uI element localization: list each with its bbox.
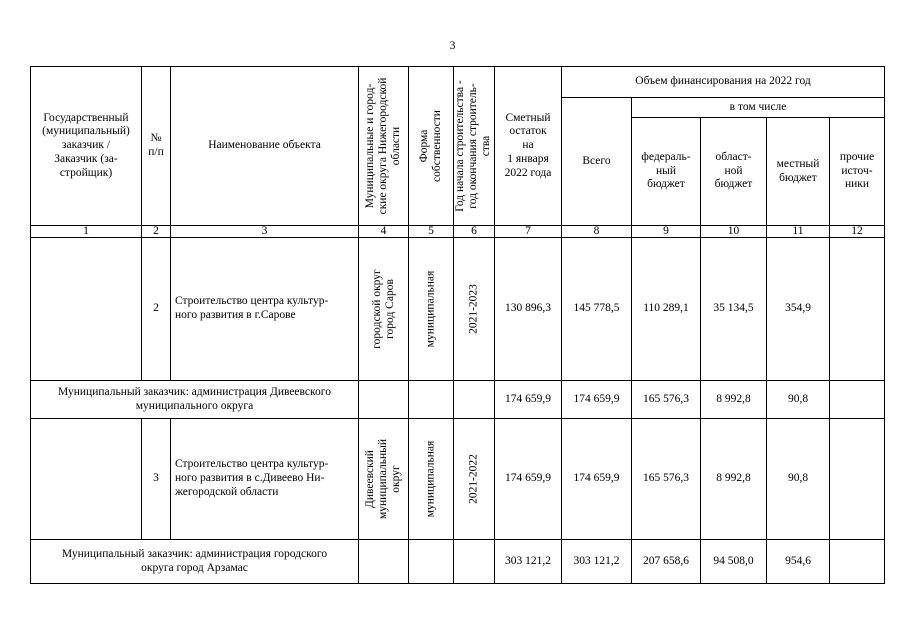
federal-value: 165 576,3 — [632, 419, 701, 540]
header-number: № п/п — [142, 67, 171, 226]
customer-label: Муниципальный заказчик: администрация городского округа город Арзамас — [31, 540, 359, 584]
column-number: 4 — [359, 226, 409, 238]
empty-cell — [359, 540, 409, 584]
column-number: 2 — [142, 226, 171, 238]
local-value: 954,6 — [767, 540, 830, 584]
customer-label: Муниципальный заказчик: администрация Дивеевского муниципального округа — [31, 381, 359, 419]
total-value: 174 659,9 — [562, 381, 632, 419]
federal-value: 165 576,3 — [632, 381, 701, 419]
other-value — [830, 238, 885, 381]
balance-value: 303 121,2 — [495, 540, 562, 584]
total-value: 303 121,2 — [562, 540, 632, 584]
federal-value: 207 658,6 — [632, 540, 701, 584]
regional-value: 8 992,8 — [701, 419, 767, 540]
balance-value: 174 659,9 — [495, 381, 562, 419]
header-local: местный бюджет — [767, 118, 830, 226]
empty-cell — [454, 381, 495, 419]
years-cell — [454, 419, 495, 540]
table-row — [31, 419, 885, 540]
row-number: 3 — [142, 419, 171, 540]
customer-cell-empty — [31, 238, 142, 381]
column-number: 7 — [495, 226, 562, 238]
ownership-text: муниципальная — [424, 440, 437, 518]
table-row — [31, 238, 885, 381]
district-text: городской округ город Саров — [370, 269, 396, 349]
table-row — [31, 381, 885, 419]
local-value: 90,8 — [767, 381, 830, 419]
years-text: 2021-2023 — [467, 284, 480, 334]
header-funding-title: Объем финансирования на 2022 год — [562, 67, 885, 98]
regional-value: 94 508,0 — [701, 540, 767, 584]
row-number: 2 — [142, 238, 171, 381]
header-including: в том числе — [632, 98, 885, 118]
column-number: 8 — [562, 226, 632, 238]
district-text: Дивеевский муниципальный округ — [363, 438, 403, 520]
balance-value: 130 896,3 — [495, 238, 562, 381]
header-ownership-text: Форма собственности — [417, 110, 443, 182]
column-number: 9 — [632, 226, 701, 238]
column-numbers-row — [31, 226, 885, 238]
column-number: 12 — [830, 226, 885, 238]
other-value — [830, 419, 885, 540]
header-regional: област- ной бюджет — [701, 118, 767, 226]
ownership-text: муниципальная — [424, 270, 437, 348]
object-name: Строительство центра культур- ного развития в с.Дивеево Ни- жегородской области — [171, 419, 359, 540]
header-district — [359, 67, 409, 226]
object-name: Строительство центра культур- ного развития в г.Сарове — [171, 238, 359, 381]
column-number: 10 — [701, 226, 767, 238]
federal-value: 110 289,1 — [632, 238, 701, 381]
column-number: 6 — [454, 226, 495, 238]
district-cell — [359, 419, 409, 540]
header-district-text: Муниципальные и город- ские округа Нижегородской области — [363, 77, 403, 215]
ownership-cell — [409, 238, 454, 381]
regional-value: 8 992,8 — [701, 381, 767, 419]
empty-cell — [359, 381, 409, 419]
balance-value: 174 659,9 — [495, 419, 562, 540]
page-number: 3 — [449, 38, 456, 52]
local-value: 354,9 — [767, 238, 830, 381]
other-value — [830, 540, 885, 584]
header-other: прочие источ- ники — [830, 118, 885, 226]
column-number: 3 — [171, 226, 359, 238]
empty-cell — [409, 540, 454, 584]
header-balance: Сметный остаток на 1 января 2022 года — [495, 67, 562, 226]
financing-table — [30, 66, 885, 584]
total-value: 174 659,9 — [562, 419, 632, 540]
district-cell — [359, 238, 409, 381]
header-customer: Государственный (муниципальный) заказчик / Заказчик (за- стройщик) — [31, 67, 142, 226]
table-row — [31, 540, 885, 584]
header-federal: федераль- ный бюджет — [632, 118, 701, 226]
column-number: 11 — [767, 226, 830, 238]
local-value: 90,8 — [767, 419, 830, 540]
column-number: 5 — [409, 226, 454, 238]
header-total: Всего — [562, 98, 632, 226]
regional-value: 35 134,5 — [701, 238, 767, 381]
column-number: 1 — [31, 226, 142, 238]
years-cell — [454, 238, 495, 381]
empty-cell — [409, 381, 454, 419]
header-years — [454, 67, 495, 226]
other-value — [830, 381, 885, 419]
years-text: 2021-2022 — [467, 454, 480, 504]
total-value: 145 778,5 — [562, 238, 632, 381]
ownership-cell — [409, 419, 454, 540]
header-years-text: Год начала строительства - год окончания строитель- ства — [454, 80, 493, 212]
customer-cell-empty — [31, 419, 142, 540]
empty-cell — [454, 540, 495, 584]
header-object-name: Наименование объекта — [171, 67, 359, 226]
header-ownership — [409, 67, 454, 226]
